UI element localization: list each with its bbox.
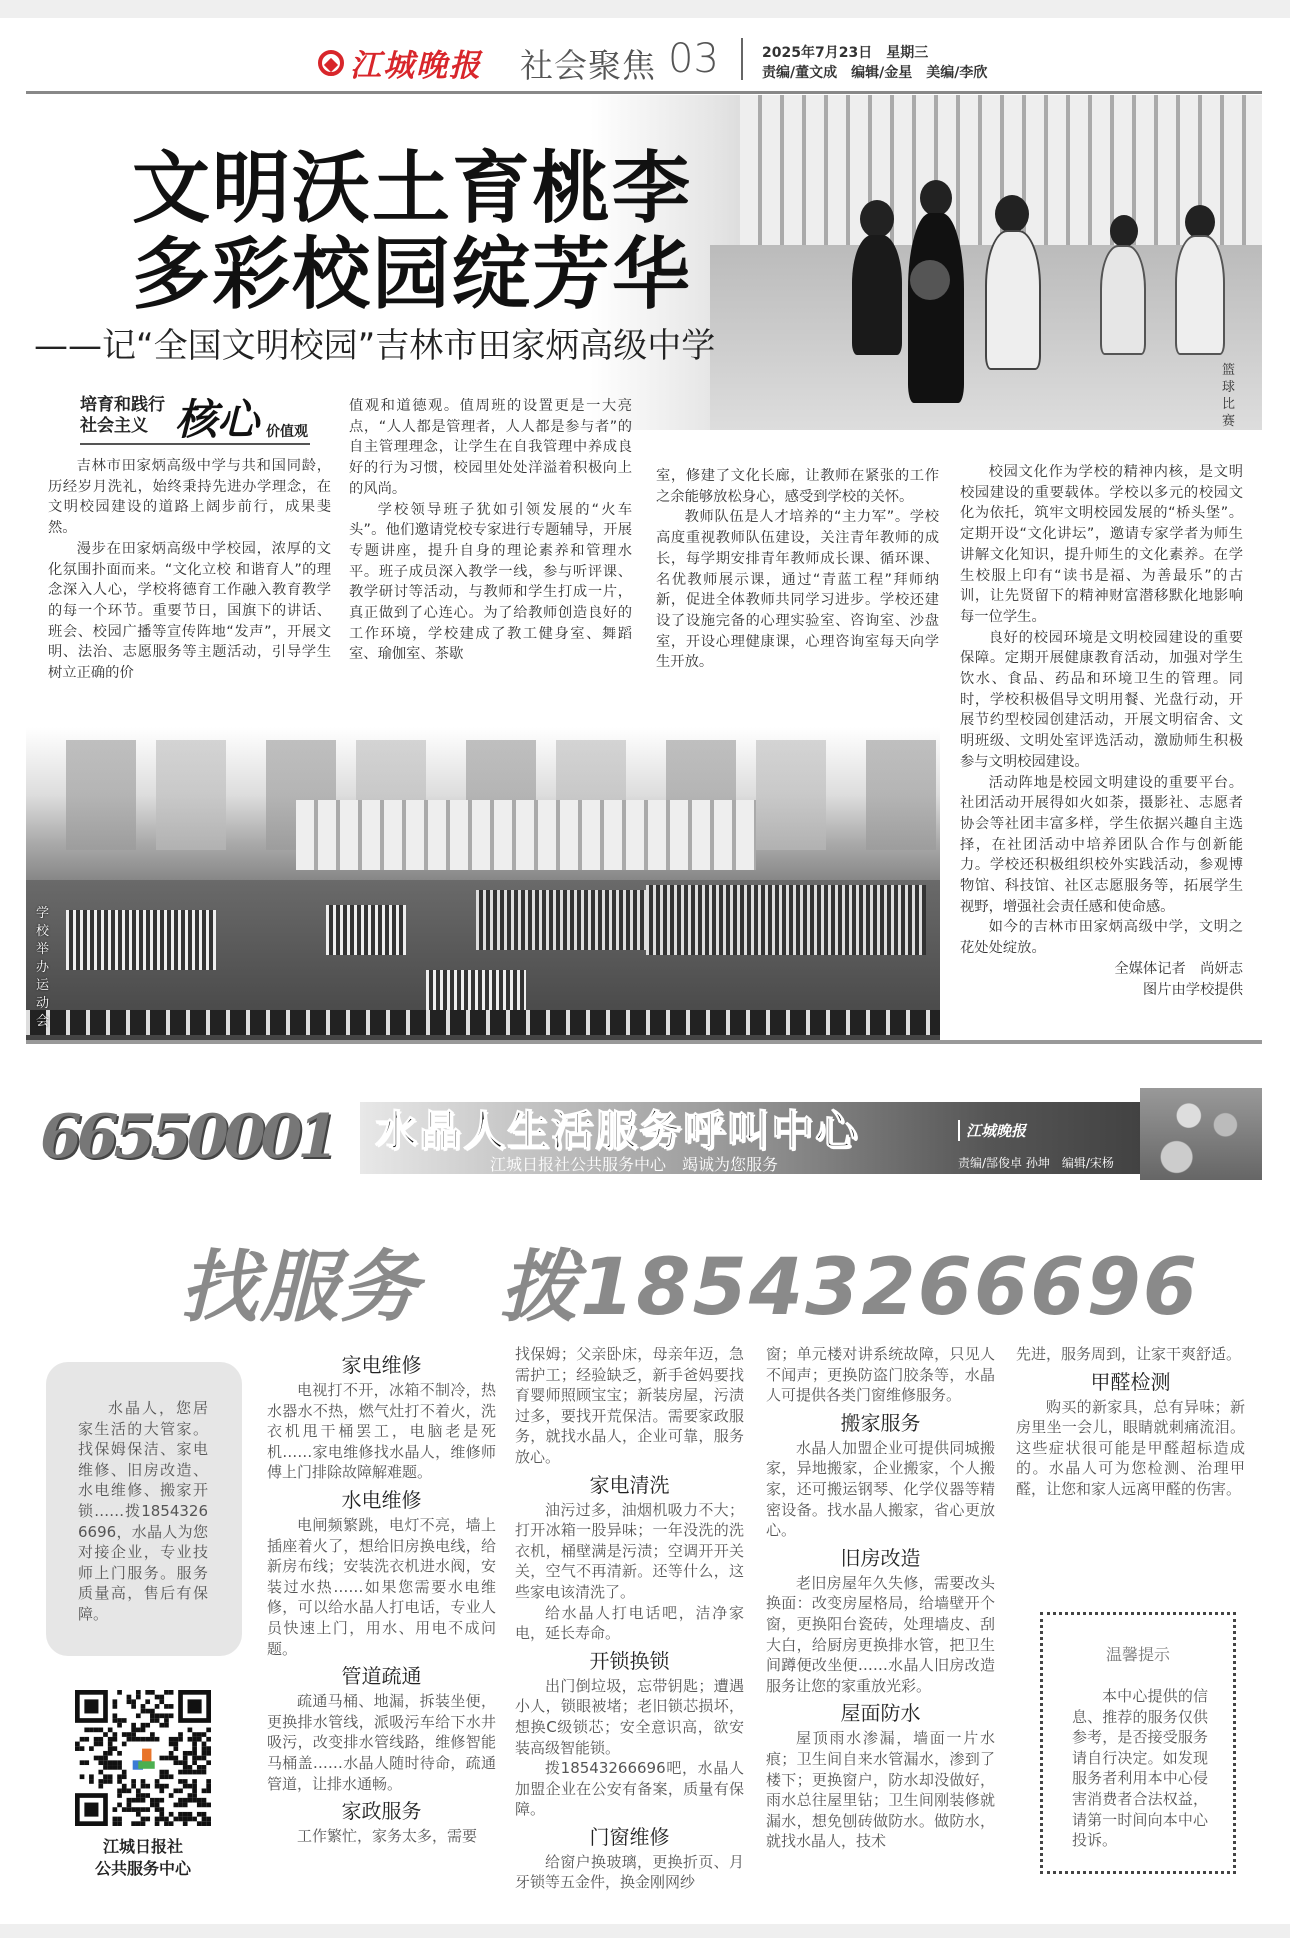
banner-logo: 江城晚报: [958, 1120, 1026, 1141]
headline-line-1: 文明沃土育桃李: [132, 144, 693, 234]
service-paragraph: 屋顶雨水渗漏，墙面一片水痕；卫生间自来水管漏水，渗到了楼下；更换窗户，防水却没做好，雨水总往屋里钻；卫生间刚装修就漏水，想免刨砖做防水。做防水，就找水晶人，技术: [766, 1729, 995, 1851]
service-column-3: [766, 1344, 995, 1852]
banner-subtitle: 江城日报社公共服务中心 竭诚为您服务: [490, 1155, 779, 1174]
service-heading: 开锁换锁: [589, 1648, 670, 1673]
issue-date: 2025年7月23日 星期三: [762, 45, 929, 61]
service-heading: 管道疏通: [341, 1664, 422, 1689]
article-column-3: [656, 466, 939, 673]
subheadline: ——记“全国文明校园”吉林市田家炳高级中学: [34, 326, 716, 366]
paragraph: 漫步在田家炳高级中学校园，浓厚的文化氛围扑面而来。“文化立校 和谐育人”的理念深入人心，学校将德育工作融入教育教学的每一个环节。重要节日，国旗下的讲话、班会、校园广播等宣传阵地“发声”，开展文明、法治、志愿服务等主题活动，引导学生树立正确的价: [48, 540, 331, 682]
paragraph: 活动阵地是校园文明建设的重要平台。社团活动开展得如火如荼，摄影社、志愿者协会等社团丰富多样，学生依据兴趣自主选择，在社团活动中培养团队合作与创新能力。学校还积极组织校外实践活动，参观博物馆、科技馆、社区志愿服务等，拓展学生视野，增强社会责任感和使命感。: [960, 774, 1243, 915]
logo-icon: [318, 50, 344, 76]
qr-label-line-2: 公共服务中心: [94, 1859, 191, 1878]
paragraph: 教师队伍是人才培养的“主力军”。学校高度重视教师队伍建设，关注青年教师的成长，每学期安排青年教师成长课、循环课、名优教师展示课，通过“青蓝工程”拜师纳新，促进全体教师共同学习进步。学校还建设了设施完备的心理实验室、咨询室、沙盘室，开设心理健康课，心理咨询室每天向学生开放。: [656, 509, 939, 671]
service-heading: 家电清洗: [589, 1472, 670, 1497]
paragraph: 校园文化作为学校的精神内核，是文明校园建设的重要载体。学校以多元的校园文化为依托，筑牢文明校园发展的“桥头堡”。定期开设“文化讲坛”，邀请专家学者为师生讲解文化知识，提升师生的文化素养。在学生校服上印有“读书是福、为善最乐”的古训，让先贤留下的精神财富潜移默化地影响每一位学生。: [960, 464, 1243, 625]
tip-text: 本中心提供的信息、推荐的服务仅供参考，是否接受服务请自行决定。如发现服务者利用本中心侵害消费者合法权益，请第一时间向本中心投诉。: [1072, 1687, 1208, 1850]
paragraph: 吉林市田家炳高级中学与共和国同龄，历经岁月洗礼，始终秉持先进办学理念，在文明校园建设的道路上阔步前行，成果斐然。: [48, 458, 331, 537]
service-paragraph: 找保姆；父亲卧床，母亲年迈，急需护工；经验缺乏，新手爸妈要找育婴师照顾宝宝；新装房屋，污渍过多，要找开荒保洁。需要家政服务，就找水晶人，企业可靠，服务放心。: [515, 1345, 744, 1466]
logo-text: 江城晚报: [350, 48, 482, 84]
qr-code[interactable]: [75, 1690, 211, 1826]
column-heading: [80, 393, 310, 445]
page-number: 03: [668, 36, 719, 82]
bottom-margin: [0, 1924, 1290, 1938]
intro-text: 水晶人，您居家生活的大管家。找保姆保洁、家电维修、旧房改造、水电维修、搬家开锁……拨18543266696，水晶人为您对接企业，专业技师上门服务。服务质量高，售后有保障。: [78, 1399, 208, 1623]
banner-number-art: 66550001: [40, 1102, 334, 1172]
service-paragraph: 先进，服务周到，让家干爽舒适。: [1016, 1345, 1242, 1363]
service-paragraph: 电视打不开，冰箱不制冷，热水器水不热，燃气灶打不着火，洗衣机甩干桶罢工，电脑老是死机……家电维修找水晶人，维修师傅上门排除故障解难题。: [267, 1381, 496, 1482]
service-column-2: [515, 1344, 744, 1893]
banner-title: 水晶人生活服务呼叫中心: [375, 1106, 860, 1155]
service-paragraph: 给水晶人打电话吧，洁净家电，延长寿命。: [515, 1603, 744, 1643]
byline: 全媒体记者 尚妍志: [1114, 960, 1243, 977]
photo-caption: 学校举办运动会: [36, 906, 50, 1029]
paragraph: 如今的吉林市田家炳高级中学，文明之花处处绽放。: [960, 919, 1243, 957]
service-heading: 甲醛检测: [1090, 1369, 1171, 1394]
qr-label-line-1: 江城日报社: [102, 1837, 183, 1856]
service-banner: [40, 1088, 1262, 1188]
qr-label: [60, 1836, 226, 1880]
header-divider: [741, 38, 743, 80]
service-paragraph: 购买的新家具，总有异味；新房里坐一会儿，眼睛就刺痛流泪。这些症状很可能是甲醛超标造成的。水晶人可为您检测、治理甲醛，让您和家人远离甲醛的伤害。: [1016, 1397, 1245, 1498]
tip-title: 温馨提示: [1105, 1645, 1170, 1664]
service-heading: 家电维修: [341, 1353, 422, 1377]
article-column-1: [48, 456, 331, 684]
banner-editors: 责编/郜俊卓 孙坤 编辑/宋杨: [958, 1156, 1114, 1170]
newspaper-logo: [318, 40, 482, 85]
service-heading: 门窗维修: [589, 1824, 670, 1849]
hotline-number: 找服务 拨18543266696: [180, 1243, 1199, 1333]
family-photo: [1140, 1088, 1262, 1180]
section-title: 社会聚焦: [520, 46, 656, 85]
paragraph: 学校领导班子犹如引领发展的“火车头”。他们邀请党校专家进行专题辅导，开展专题讲座，提升自身的理论素养和管理水平。班子成员深入教学一线，参与听评课、教学研讨等活动，与教师和学生打成一片，真正做到了心连心。为了给教师创造良好的工作环境，学校建成了教工健身室、舞蹈室、瑜伽室、茶歇: [349, 501, 632, 663]
service-heading: 旧房改造: [840, 1545, 921, 1570]
service-paragraph: 疏通马桶、地漏，拆装坐便，更换排水管线，派吸污车给下水井吸污，改变排水管线路，维修智能马桶盖……水晶人随时待命，疏通管道，让排水通畅。: [267, 1692, 496, 1793]
editor-credits: 责编/董文成 编辑/金星 美编/李欣: [762, 65, 988, 81]
service-paragraph: 老旧房屋年久失修，需要改头换面：改变房屋格局，给墙壁开个窗，更换阳台瓷砖，处理墙皮、刮大白，给厨房更换排水管，把卫生间蹲便改坐便……水晶人旧房改造服务让您的家重放光彩。: [766, 1573, 995, 1695]
service-paragraph: 出门倒垃圾，忘带钥匙；遭遇小人，锁眼被堵；老旧锁芯损坏，想换C级锁芯；安全意识高，欲安装高级智能锁。: [515, 1676, 744, 1757]
service-heading: 水电维修: [341, 1487, 422, 1512]
paragraph: 良好的校园环境是文明校园建设的重要保障。定期开展健康教育活动，加强对学生饮水、食品、药品和环境卫生的管理。同时，学校积极倡导文明用餐、光盘行动，开展节约型校园创建活动，开展文明宿舍、文明班级、文明处室评选活动，激励师生积极参与文明校园建设。: [960, 629, 1243, 770]
headline-line-2: 多彩校园绽芳华: [132, 230, 693, 320]
photo-caption: 篮球比赛: [1222, 363, 1236, 429]
service-paragraph: 水晶人加盟企业可提供同城搬家，异地搬家，企业搬家，个人搬家，还可搬运钢琴、化学仪器等精密设备。找水晶人搬家，省心更放心。: [766, 1438, 995, 1540]
column-heading-line-a: 培育和践行: [80, 395, 165, 415]
service-column-4: [1016, 1344, 1245, 1500]
section-divider: [26, 1040, 1262, 1044]
paragraph: 值观和道德观。值周班的设置更是一大亮点，“人人都是管理者，人人都是参与者”的自主管理理念，让学生在自我管理中养成良好的行为习惯，校园里处处洋溢着积极向上的风尚。: [349, 398, 632, 497]
service-heading: 家政服务: [341, 1799, 422, 1824]
article-column-4: [960, 462, 1243, 1000]
service-paragraph: 油污过多，油烟机吸力不大；打开冰箱一股异味；一年没洗的洗衣机，桶壁满是污渍；空调开开关关，空气不再清新。还等什么，这些家电该清洗了。: [515, 1500, 744, 1601]
service-heading: 屋面防水: [840, 1701, 921, 1726]
service-paragraph: 拨18543266696吧，水晶人加盟企业在公安有备案，质量有保障。: [515, 1759, 744, 1819]
sports-meet-photo: [26, 700, 940, 1040]
paragraph: 室，修建了文化长廊，让教师在紧张的工作之余能够放松身心，感受到学校的关怀。: [656, 468, 939, 505]
article-column-2: [349, 396, 632, 665]
service-paragraph: 窗；单元楼对讲系统故障，只见人不闻声；更换防盗门胶条等，水晶人可提供各类门窗维修服务。: [766, 1345, 995, 1405]
column-heading-small: 价值观: [266, 424, 308, 440]
service-paragraph: 工作繁忙，家务太多，需要: [297, 1827, 478, 1846]
column-heading-line-b: 社会主义: [80, 416, 148, 436]
service-heading: 搬家服务: [840, 1410, 921, 1435]
top-margin: [0, 0, 1290, 18]
byline: 图片由学校提供: [1142, 981, 1243, 998]
column-heading-big: 核心: [175, 395, 260, 444]
service-paragraph: 给窗户换玻璃，更换折页、月牙锁等五金件，换金刚网纱: [515, 1852, 744, 1892]
service-paragraph: 电闸频繁跳，电灯不亮，墙上插座着火了，想给旧房换电线，给新房布线；安装洗衣机进水阀，安装过水热……如果您需要水电维修，可以给水晶人打电话，专业人员快速上门，用水、用电不成问题。: [267, 1515, 496, 1658]
header-rule: [26, 91, 1262, 94]
service-column-1: [267, 1348, 496, 1847]
